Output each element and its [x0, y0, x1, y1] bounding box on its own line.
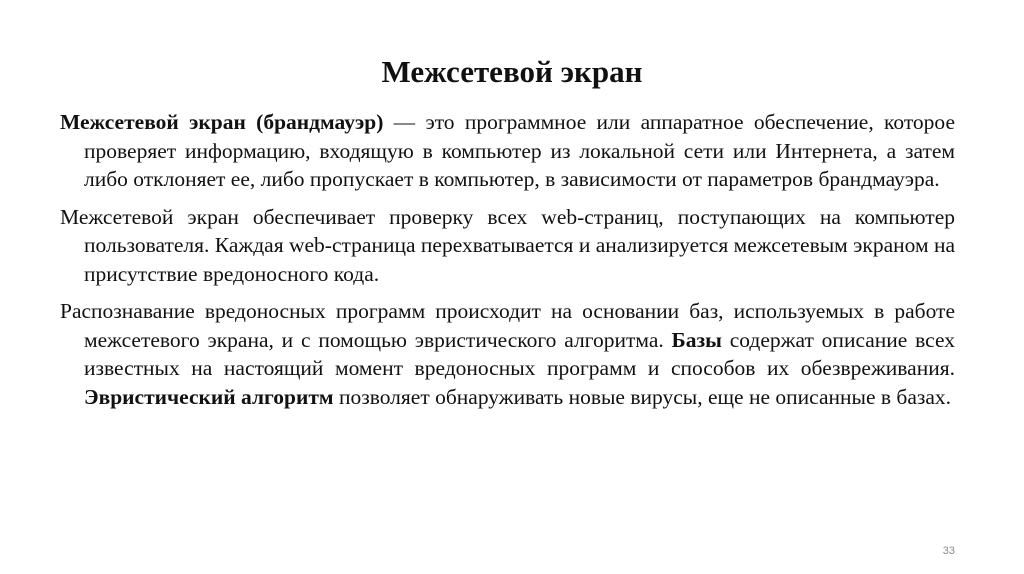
web-check-text: Межсетевой экран обеспечивает проверку всех web-страниц, поступающих на компьютер пользователя. Каждая web-страница перехватывается и анализируется межсетевым экраном на присутствие вредоносного кода.	[60, 204, 955, 286]
paragraph-detection	[60, 297, 955, 411]
term-databases: Базы	[671, 327, 722, 352]
detection-text-c: позволяет обнаруживать новые вирусы, еще не описанные в базах.	[333, 384, 952, 409]
detection-text-a: Распознавание вредоносных программ происходит на основании баз, используемых в работе межсетевого экрана, и с помощью эвристического алгоритма.	[60, 299, 955, 352]
detection-text-b: содержат описание всех известных на настоящий момент вредоносных программ и способов их обезвреживания.	[84, 327, 955, 380]
slide-body	[60, 108, 955, 420]
term-heuristic: Эвристический алгоритм	[84, 384, 334, 409]
page-number: 33	[942, 545, 955, 557]
definition-text: — это программное или аппаратное обеспечение, которое проверяет информацию, входящую в компьютер из локальной сети или Интернета, а затем либо отклоняет ее, либо пропускает в компьютер, в зависимости от параметров брандмауэра.	[84, 110, 955, 191]
paragraph-web-check	[60, 203, 955, 289]
paragraph-definition	[60, 108, 955, 194]
slide-title: Межсетевой экран	[381, 54, 643, 89]
term-firewall: Межсетевой экран (брандмауэр)	[60, 110, 384, 134]
